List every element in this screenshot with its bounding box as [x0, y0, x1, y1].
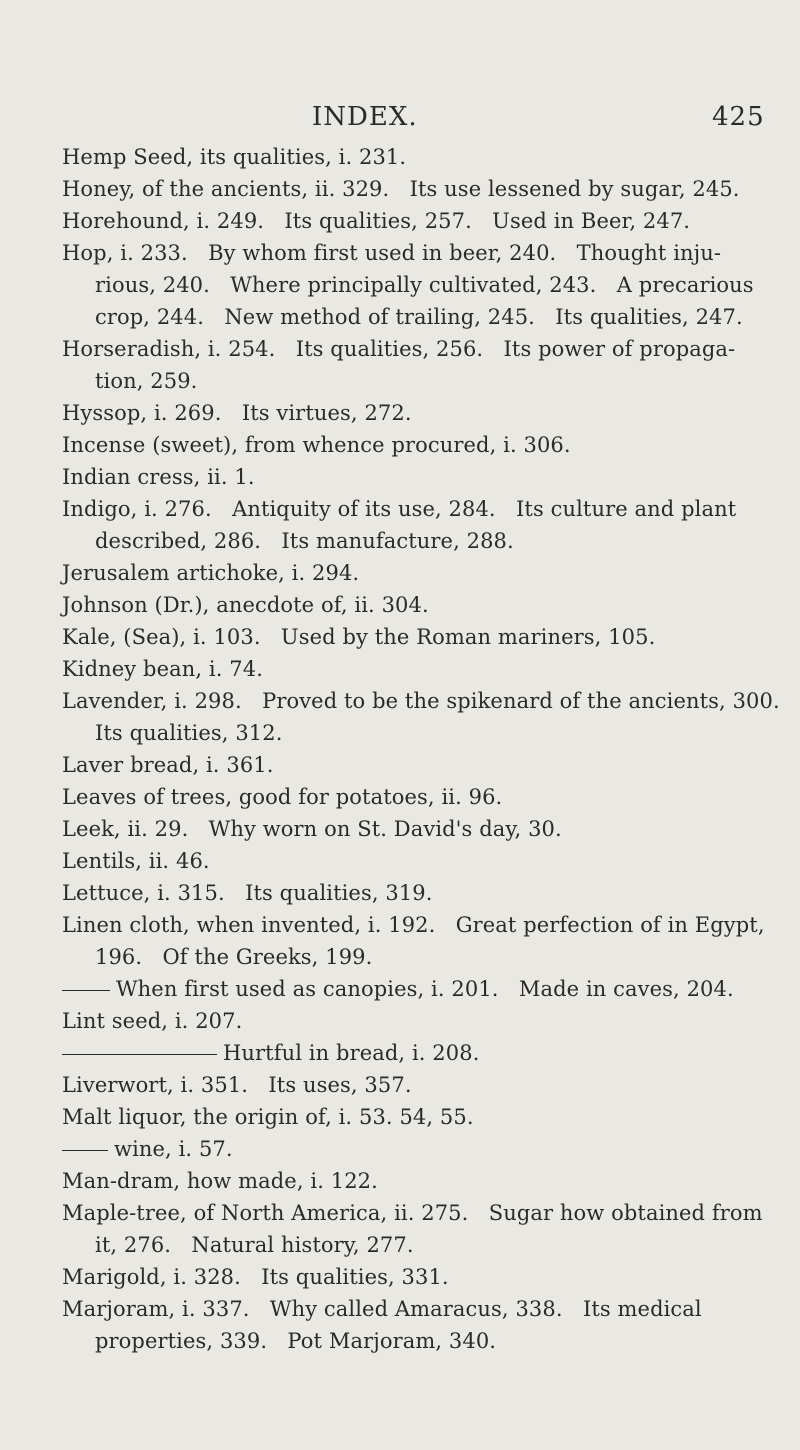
index-line: Johnson (Dr.), anecdote of, ii. 304. — [62, 593, 429, 617]
index-line: Laver bread, i. 361. — [62, 753, 274, 777]
index-line: Hemp Seed, its qualities, i. 231. — [62, 145, 407, 169]
index-line: Kidney bean, i. 74. — [62, 657, 263, 681]
index-line: Horehound, i. 249. Its qualities, 257. Used in Beer, 247. — [62, 209, 691, 233]
page-number: 425 — [712, 102, 765, 132]
index-line: Leek, ii. 29. Why worn on St. David's day, 30. — [62, 817, 562, 841]
index-line: Man-dram, how made, i. 122. — [62, 1169, 378, 1193]
index-line: Incense (sweet), from whence procured, i. 306. — [62, 433, 571, 457]
index-line: Lettuce, i. 315. Its qualities, 319. — [62, 881, 433, 905]
index-line: Indigo, i. 276. Antiquity of its use, 284. Its culture and plant — [62, 497, 737, 521]
index-line: properties, 339. Pot Marjoram, 340. — [95, 1329, 497, 1353]
index-line-repeat: wine, i. 57. — [0, 1133, 800, 1165]
ditto-rule — [62, 990, 110, 991]
index-line: Marigold, i. 328. Its qualities, 331. — [62, 1265, 449, 1289]
index-line: Maple-tree, of North America, ii. 275. Sugar how obtained from — [62, 1201, 763, 1225]
index-line: tion, 259. — [95, 369, 198, 393]
index-line: described, 286. Its manufacture, 288. — [95, 529, 514, 553]
page-header — [0, 102, 800, 142]
index-line: Lavender, i. 298. Proved to be the spikenard of the ancients, 300. — [62, 689, 780, 713]
index-line: Marjoram, i. 337. Why called Amaracus, 338. Its medical — [62, 1297, 702, 1321]
index-line-repeat: When first used as canopies, i. 201. Made in caves, 204. — [0, 973, 800, 1005]
running-title: INDEX. — [312, 102, 418, 132]
index-line: Horseradish, i. 254. Its qualities, 256. Its power of propaga- — [62, 337, 736, 361]
index-line: Hop, i. 233. By whom first used in beer, 240. Thought inju- — [62, 241, 722, 265]
index-line: Kale, (Sea), i. 103. Used by the Roman mariners, 105. — [62, 625, 656, 649]
index-line: Liverwort, i. 351. Its uses, 357. — [62, 1073, 412, 1097]
index-line: Hyssop, i. 269. Its virtues, 272. — [62, 401, 412, 425]
index-line: rious, 240. Where principally cultivated, 243. A precarious — [95, 273, 754, 297]
index-line: Its qualities, 312. — [95, 721, 283, 745]
index-line: Honey, of the ancients, ii. 329. Its use lessened by sugar, 245. — [62, 177, 740, 201]
index-entries — [0, 141, 800, 1357]
index-line: Lentils, ii. 46. — [62, 849, 210, 873]
index-line-repeat: Hurtful in bread, i. 208. — [0, 1037, 800, 1069]
index-line: Malt liquor, the origin of, i. 53. 54, 55. — [62, 1105, 474, 1129]
index-line: crop, 244. New method of trailing, 245. Its qualities, 247. — [95, 305, 743, 329]
index-line: Leaves of trees, good for potatoes, ii. 96. — [62, 785, 503, 809]
ditto-rule — [62, 1150, 108, 1151]
ditto-rule — [62, 1054, 217, 1055]
index-line: Lint seed, i. 207. — [62, 1009, 243, 1033]
index-line: it, 276. Natural history, 277. — [95, 1233, 414, 1257]
index-line: Jerusalem artichoke, i. 294. — [62, 561, 360, 585]
index-line: 196. Of the Greeks, 199. — [95, 945, 373, 969]
index-line: Indian cress, ii. 1. — [62, 465, 255, 489]
index-line: Linen cloth, when invented, i. 192. Great perfection of in Egypt, — [62, 913, 765, 937]
